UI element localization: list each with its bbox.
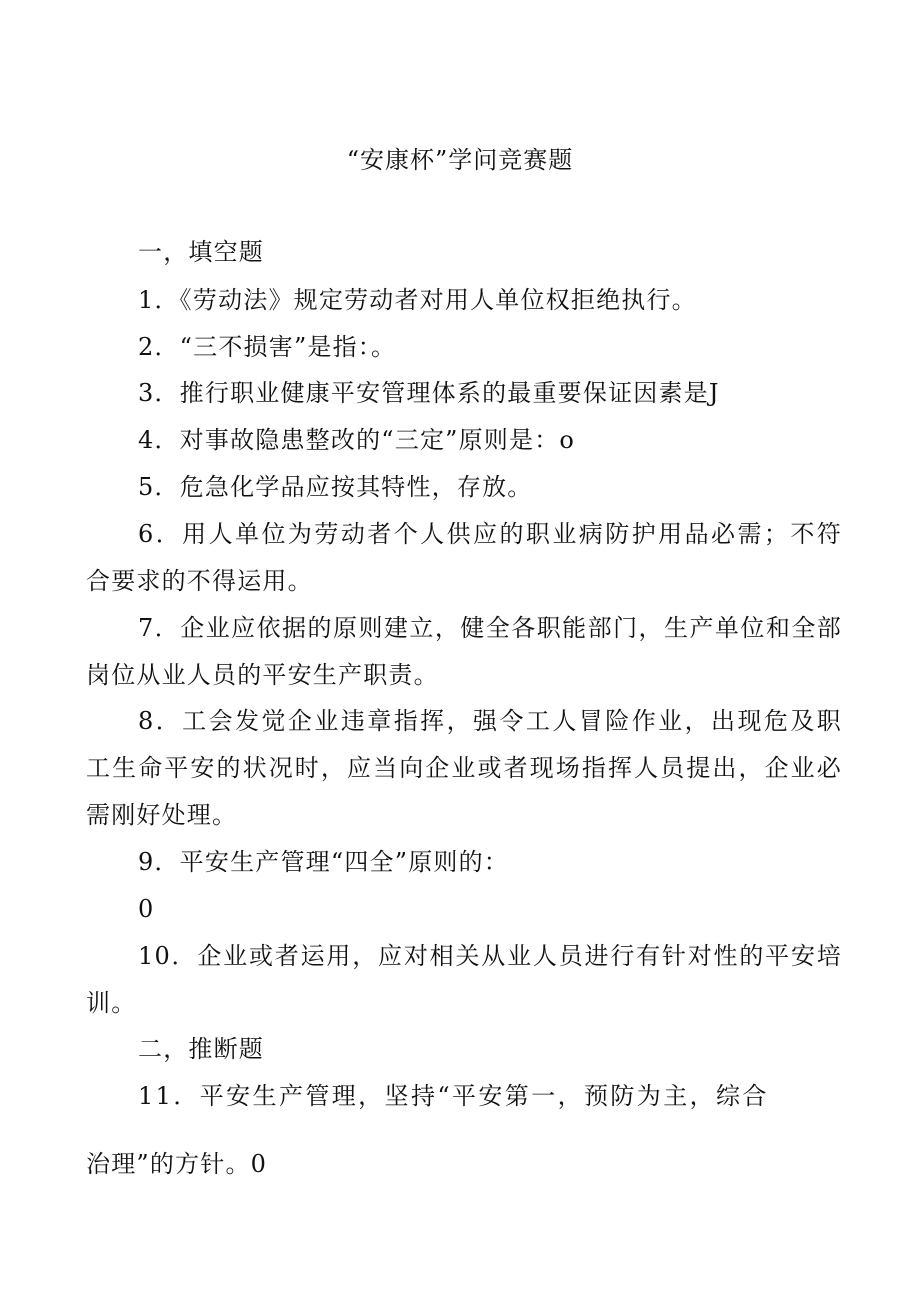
question-6-line-1: 6．用人单位为劳动者个人供应的职业病防护用品必需；不符 <box>138 520 842 548</box>
question-2: 2．“三不损害”是指：。 <box>138 333 397 361</box>
question-8-line-3: 需刚好处理。 <box>86 801 238 829</box>
question-8-line-2: 工生命平安的状况时，应当向企业或者现场指挥人员提出，企业必 <box>86 754 842 782</box>
question-11-line-2: 治理”的方针。0 <box>86 1150 268 1178</box>
question-10-line-1: 10．企业或者运用，应对相关从业人员进行有针对性的平安培 <box>138 942 842 970</box>
document-title: “安康杯”学问竞赛题 <box>346 146 574 174</box>
section-heading-judgment: 二，推断题 <box>138 1035 264 1063</box>
question-7-line-1: 7．企业应依据的原则建立，健全各职能部门，生产单位和全部 <box>138 614 842 642</box>
question-9-line-1: 9．平安生产管理“四全”原则的： <box>138 848 510 876</box>
question-8-line-1: 8．工会发觉企业违章指挥，强令工人冒险作业，出现危及职 <box>138 707 842 735</box>
question-4: 4．对事故隐患整改的“三定”原则是：o <box>138 426 576 454</box>
question-10-line-2: 训。 <box>86 989 137 1017</box>
section-heading-fill-in: 一，填空题 <box>138 238 264 266</box>
question-7-line-2: 岗位从业人员的平安生产职责。 <box>86 661 439 689</box>
question-3: 3．推行职业健康平安管理体系的最重要保证因素是J <box>138 379 720 407</box>
question-9-line-2: 0 <box>138 895 155 923</box>
question-6-line-2: 合要求的不得运用。 <box>86 567 313 595</box>
question-5: 5．危急化学品应按其特性，存放。 <box>138 473 533 501</box>
question-1: 1．《劳动法》规定劳动者对用人单位权拒绝执行。 <box>138 286 697 314</box>
question-11-line-1: 11．平安生产管理，坚持“平安第一，预防为主，综合 <box>138 1082 769 1110</box>
